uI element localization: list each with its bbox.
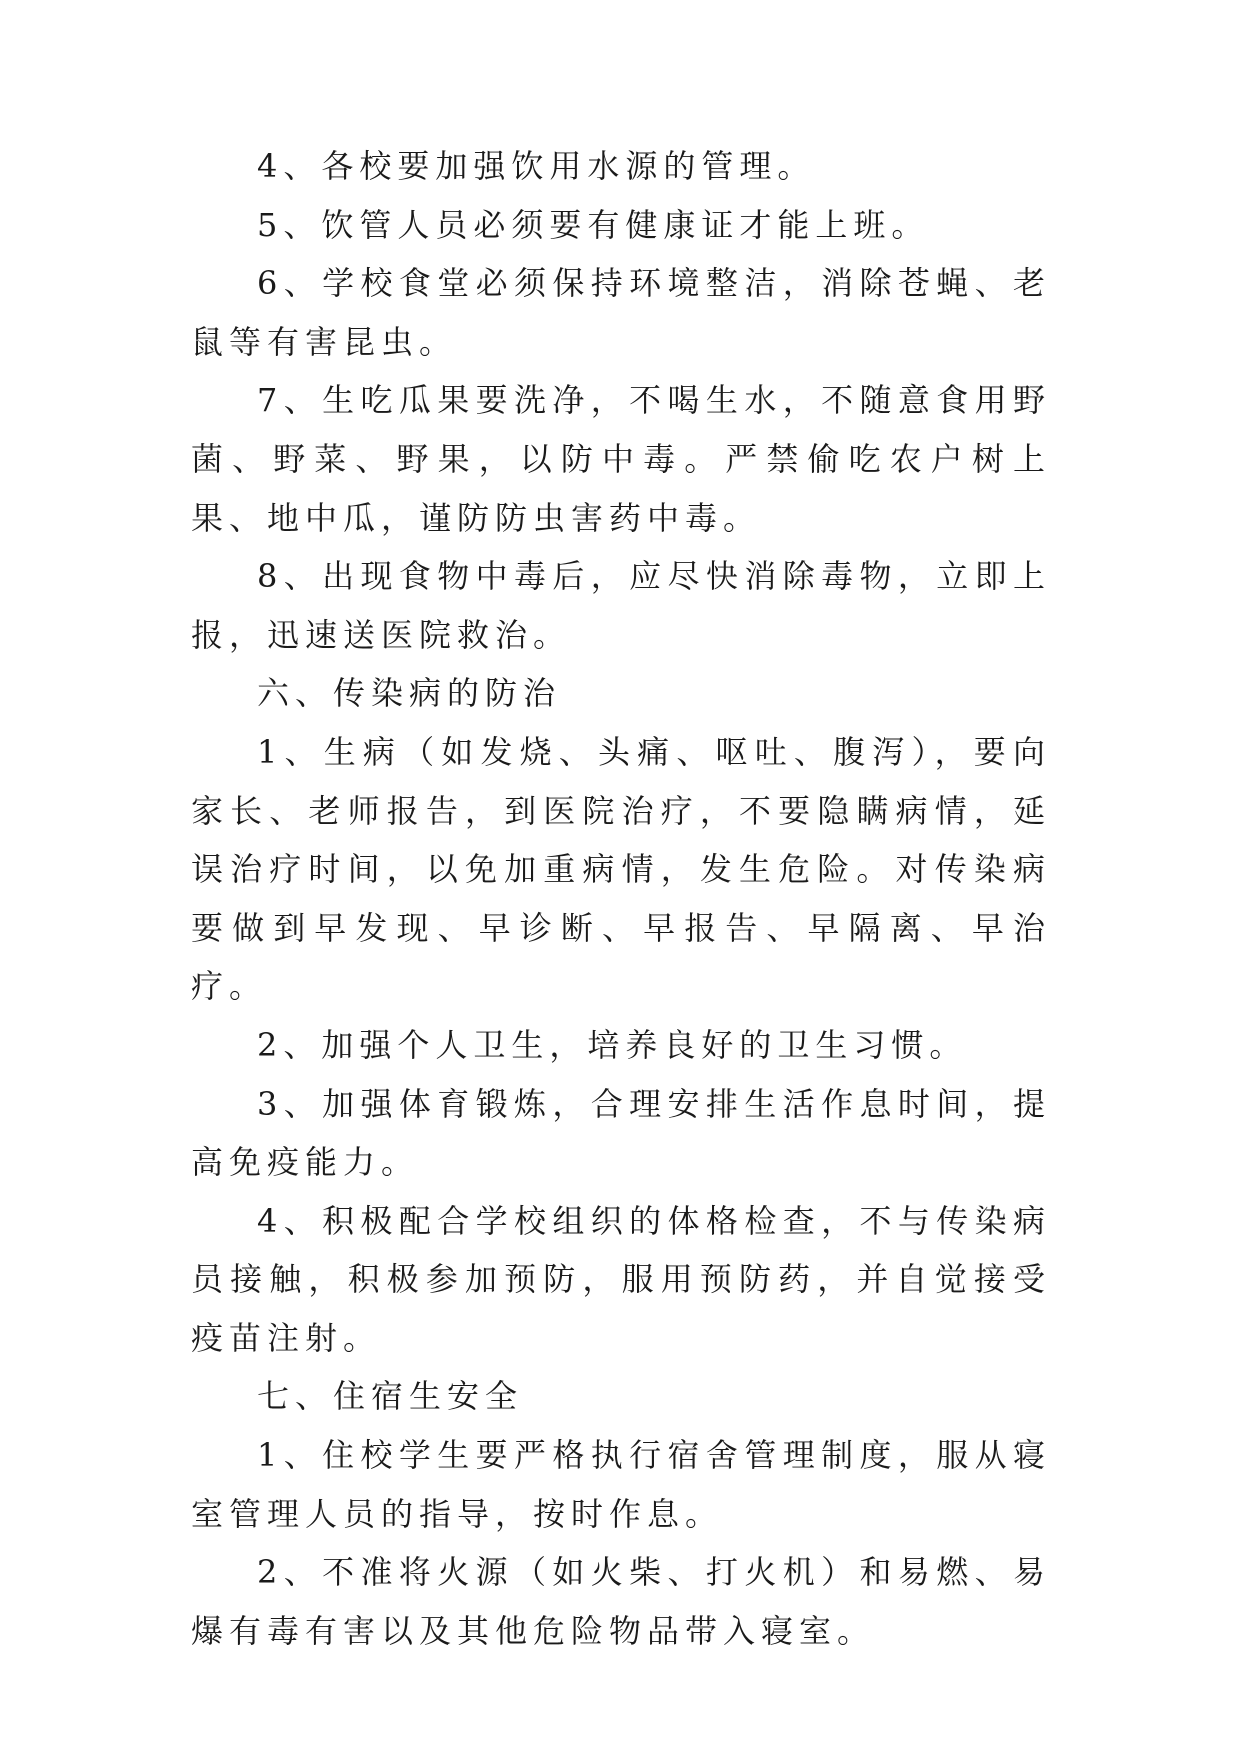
paragraph-fruit-washing: 7、生吃瓜果要洗净，不喝生水，不随意食用野菌、野菜、野果，以防中毒。严禁偷吃农户树上果、地中瓜，谨防防虫害药中毒。 — [191, 381, 1051, 537]
section-heading-boarding-safety: 七、住宿生安全 — [257, 1377, 524, 1416]
paragraph-canteen-hygiene: 6、学校食堂必须保持环境整洁，消除苍蝇、老鼠等有害昆虫。 — [191, 264, 1051, 361]
section-heading-infectious-disease: 六、传染病的防治 — [257, 674, 562, 713]
paragraph-food-poisoning: 8、出现食物中毒后，应尽快消除毒物，立即上报，迅速送医院救治。 — [191, 557, 1051, 654]
paragraph-health-certificate: 5、饮管人员必须要有健康证才能上班。 — [257, 205, 930, 244]
paragraph-illness-report: 1、生病（如发烧、头痛、呕吐、腹泻），要向家长、老师报告，到医院治疗，不要隐瞒病情，延误治疗时间，以免加重病情，发生危险。对传染病要做到早发现、早诊断、早报告、早隔离、早治疗。 — [191, 732, 1051, 1006]
paragraph-dormitory-rules: 1、住校学生要严格执行宿舍管理制度，服从寝室管理人员的指导，按时作息。 — [191, 1436, 1051, 1533]
paragraph-exercise: 3、加强体育锻炼，合理安排生活作息时间，提高免疫能力。 — [191, 1084, 1051, 1182]
document-page — [191, 137, 1051, 1660]
paragraph-personal-hygiene: 2、加强个人卫生，培养良好的卫生习惯。 — [257, 1025, 968, 1064]
paragraph-health-check: 4、积极配合学校组织的体格检查，不与传染病员接触，积极参加预防，服用预防药，并自觉接受疫苗注射。 — [191, 1201, 1051, 1357]
paragraph-water-source: 4、各校要加强饮用水源的管理。 — [257, 147, 816, 185]
paragraph-fire-hazards: 2、不准将火源（如火柴、打火机）和易燃、易爆有毒有害以及其他危险物品带入寝室。 — [191, 1553, 1051, 1650]
